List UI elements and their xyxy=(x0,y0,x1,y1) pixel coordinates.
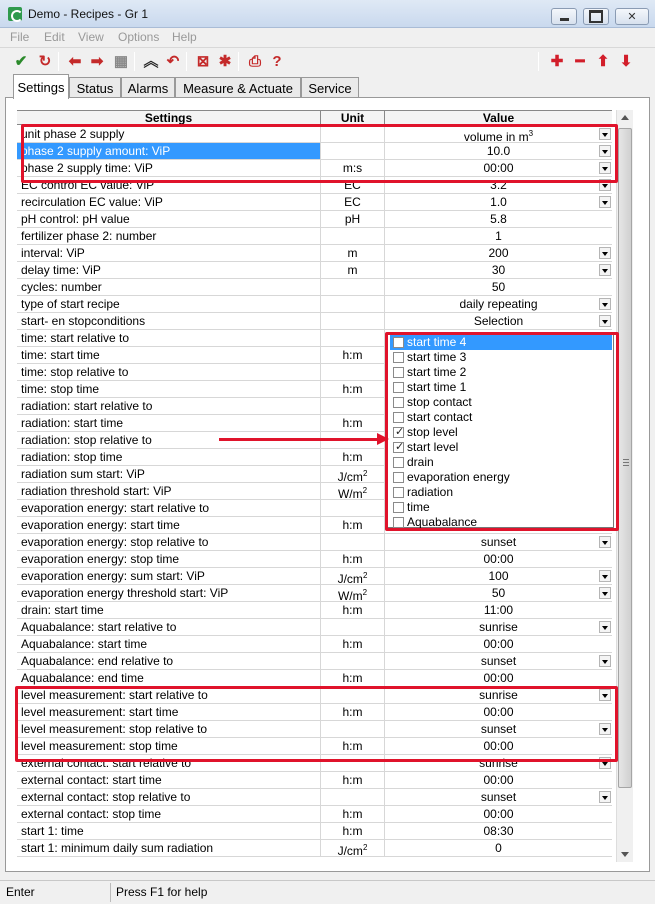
menu-edit[interactable]: Edit xyxy=(44,30,65,44)
chevron-down-icon[interactable] xyxy=(599,315,611,327)
row-value[interactable]: 5.8 xyxy=(490,212,507,226)
row-setting-label: Aquabalance: start time xyxy=(17,636,321,652)
row-unit xyxy=(321,534,385,550)
refresh-icon[interactable]: ↻ xyxy=(38,52,52,70)
list-item-label: Aquabalance xyxy=(407,515,478,529)
annotation-arrow xyxy=(219,438,379,441)
list-item[interactable] xyxy=(390,410,612,425)
menu-help[interactable]: Help xyxy=(172,30,197,44)
row-setting-label: start 1: minimum daily sum radiation xyxy=(17,840,321,856)
row-value[interactable]: 50 xyxy=(491,280,506,294)
table-row[interactable] xyxy=(17,296,612,313)
check-icon[interactable]: ✔ xyxy=(14,52,28,70)
header-value: Value xyxy=(482,111,515,125)
selection-dropdown-list xyxy=(387,332,614,528)
vertical-scrollbar[interactable] xyxy=(616,110,633,862)
window-title: Demo - Recipes - Gr 1 xyxy=(28,7,149,21)
table-row[interactable] xyxy=(17,568,612,585)
row-unit xyxy=(321,789,385,805)
row-unit xyxy=(321,364,385,380)
table-row[interactable] xyxy=(17,619,612,636)
list-item-label: stop contact xyxy=(407,395,472,409)
row-setting-label: phase 2 supply amount: ViP xyxy=(17,143,321,159)
tab-service[interactable]: Service xyxy=(301,77,359,98)
checkbox[interactable] xyxy=(393,487,404,498)
table-icon[interactable]: ▦ xyxy=(113,52,129,70)
row-value[interactable]: 00:00 xyxy=(483,671,514,685)
row-unit: h:m xyxy=(321,823,385,839)
move-up-icon[interactable]: ⬆ xyxy=(596,52,610,70)
row-value[interactable]: 00:00 xyxy=(483,807,514,821)
row-unit: h:m xyxy=(321,449,385,465)
row-setting-label: external contact: stop relative to xyxy=(17,789,321,805)
status-mode: Enter xyxy=(6,885,35,899)
header-settings: Settings xyxy=(17,111,321,125)
row-unit: h:m xyxy=(321,551,385,567)
row-value[interactable]: volume in $m^3$ xyxy=(385,126,612,142)
row-unit xyxy=(321,126,385,142)
table-row[interactable] xyxy=(17,177,612,194)
row-setting-label: Aquabalance: start relative to xyxy=(17,619,321,635)
row-value[interactable]: 00:00 xyxy=(483,552,514,566)
row-value[interactable]: 3.2 xyxy=(385,177,612,193)
row-value[interactable]: 00:00 xyxy=(483,773,514,787)
row-unit: $J/cm^2$ xyxy=(321,840,385,856)
checkbox[interactable] xyxy=(393,457,404,468)
asterisk-icon[interactable]: ✱ xyxy=(218,52,232,70)
row-setting-label: pH control: pH value xyxy=(17,211,321,227)
tab-alarms[interactable]: Alarms xyxy=(121,77,175,98)
row-setting-label: evaporation energy: start time xyxy=(17,517,321,533)
chevron-down-icon[interactable] xyxy=(599,196,611,208)
table-row[interactable] xyxy=(17,534,612,551)
list-item-label: start time 1 xyxy=(407,380,467,394)
row-unit: h:m xyxy=(321,415,385,431)
checkbox[interactable] xyxy=(393,412,404,423)
list-item[interactable] xyxy=(390,485,612,500)
checkbox[interactable] xyxy=(393,397,404,408)
list-item[interactable] xyxy=(390,425,612,440)
row-setting-label: evaporation energy: stop relative to xyxy=(17,534,321,550)
checkbox[interactable] xyxy=(393,352,404,363)
row-unit: h:m xyxy=(321,806,385,822)
row-value[interactable]: 50 xyxy=(385,585,612,601)
row-value[interactable]: Selection xyxy=(385,313,612,329)
row-unit xyxy=(321,653,385,669)
list-item-label: start time 2 xyxy=(407,365,467,379)
table-row[interactable] xyxy=(17,755,612,772)
row-setting-label: level measurement: stop time xyxy=(17,738,321,754)
row-setting-label: radiation: stop time xyxy=(17,449,321,465)
chevron-down-icon[interactable] xyxy=(599,162,611,174)
close-button[interactable] xyxy=(615,8,649,25)
row-value[interactable]: sunrise xyxy=(385,687,612,703)
chevron-down-icon[interactable] xyxy=(599,723,611,735)
row-value[interactable]: sunset xyxy=(385,653,612,669)
table-row[interactable] xyxy=(17,194,612,211)
list-item[interactable] xyxy=(390,455,612,470)
row-setting-label: level measurement: start time xyxy=(17,704,321,720)
scroll-thumb[interactable] xyxy=(618,128,632,788)
table-row[interactable] xyxy=(17,126,612,143)
row-setting-label: evaporation energy: stop time xyxy=(17,551,321,567)
row-value[interactable]: sunset xyxy=(385,534,612,550)
tab-measure-actuate[interactable]: Measure & Actuate xyxy=(175,77,301,98)
table-row[interactable] xyxy=(17,738,612,755)
row-setting-label: evaporation energy: start relative to xyxy=(17,500,321,516)
list-item-label: evaporation energy xyxy=(407,470,510,484)
row-setting-label: type of start recipe xyxy=(17,296,321,312)
row-value[interactable]: 0 xyxy=(495,841,502,855)
row-setting-label: time: start relative to xyxy=(17,330,321,346)
row-unit: EC xyxy=(321,194,385,210)
row-value[interactable]: sunrise xyxy=(385,755,612,771)
table-row[interactable] xyxy=(17,279,612,296)
minimize-button[interactable] xyxy=(551,8,577,25)
row-setting-label: external contact: stop time xyxy=(17,806,321,822)
row-value[interactable]: 00:00 xyxy=(385,160,612,176)
arrow-right-icon[interactable]: ➡ xyxy=(90,52,104,70)
row-unit: m xyxy=(321,262,385,278)
chevron-down-icon[interactable] xyxy=(599,570,611,582)
status-bar xyxy=(0,880,655,904)
row-unit: h:m xyxy=(321,602,385,618)
table-row[interactable] xyxy=(17,721,612,738)
row-setting-label: external contact: start time xyxy=(17,772,321,788)
list-item-label: radiation xyxy=(407,485,454,499)
move-down-icon[interactable]: ⬇ xyxy=(619,52,633,70)
tab-bar xyxy=(0,74,655,98)
menu-bar xyxy=(0,28,655,46)
row-setting-label: Aquabalance: end time xyxy=(17,670,321,686)
menu-view[interactable]: View xyxy=(78,30,104,44)
chevron-up-icon[interactable]: ︽ xyxy=(143,52,159,70)
list-item-label: start time 4 xyxy=(407,335,467,349)
row-unit xyxy=(321,619,385,635)
row-value[interactable]: daily repeating xyxy=(385,296,612,312)
row-value[interactable]: sunset xyxy=(385,721,612,737)
row-unit: EC xyxy=(321,177,385,193)
row-setting-label: delay time: ViP xyxy=(17,262,321,278)
row-setting-label: cycles: number xyxy=(17,279,321,295)
app-icon xyxy=(8,7,22,21)
row-setting-label: fertilizer phase 2: number xyxy=(17,228,321,244)
row-setting-label: evaporation energy threshold start: ViP xyxy=(17,585,321,601)
row-unit xyxy=(321,330,385,346)
toolbar xyxy=(0,47,655,74)
row-value[interactable]: 1.0 xyxy=(385,194,612,210)
list-item[interactable] xyxy=(390,515,612,530)
row-value[interactable]: 30 xyxy=(385,262,612,278)
row-setting-label: drain: start time xyxy=(17,602,321,618)
row-unit: m:s xyxy=(321,160,385,176)
row-value[interactable]: 08:30 xyxy=(483,824,514,838)
checkbox[interactable] xyxy=(393,367,404,378)
title-bar xyxy=(0,0,655,28)
list-item-label: drain xyxy=(407,455,434,469)
row-setting-label: radiation sum start: ViP xyxy=(17,466,321,482)
table-row[interactable] xyxy=(17,211,612,228)
list-item[interactable] xyxy=(390,470,612,485)
row-setting-label: recirculation EC value: ViP xyxy=(17,194,321,210)
chevron-down-icon[interactable] xyxy=(599,128,611,140)
row-setting-label: radiation: start time xyxy=(17,415,321,431)
table-row[interactable] xyxy=(17,551,612,568)
list-item-label: start level xyxy=(407,440,459,454)
row-setting-label: Aquabalance: end relative to xyxy=(17,653,321,669)
row-value[interactable]: 00:00 xyxy=(483,637,514,651)
list-item-label: time xyxy=(407,500,430,514)
list-item[interactable] xyxy=(390,500,612,515)
tab-settings[interactable]: Settings xyxy=(13,74,69,99)
row-unit xyxy=(321,398,385,414)
row-unit xyxy=(321,296,385,312)
table-row[interactable] xyxy=(17,653,612,670)
row-setting-label: start- en stopconditions xyxy=(17,313,321,329)
list-item[interactable] xyxy=(390,335,612,350)
row-value[interactable]: 100 xyxy=(385,568,612,584)
row-setting-label: radiation: stop relative to xyxy=(17,432,321,448)
table-row[interactable] xyxy=(17,602,612,619)
row-setting-label: time: stop time xyxy=(17,381,321,397)
row-unit xyxy=(321,755,385,771)
list-item[interactable] xyxy=(390,365,612,380)
chevron-down-icon[interactable] xyxy=(599,621,611,633)
row-setting-label: level measurement: stop relative to xyxy=(17,721,321,737)
row-setting-label: evaporation energy: sum start: ViP xyxy=(17,568,321,584)
row-unit xyxy=(321,687,385,703)
checkbox[interactable] xyxy=(393,517,404,528)
table-row[interactable] xyxy=(17,585,612,602)
menu-options[interactable]: Options xyxy=(118,30,160,44)
row-unit: h:m xyxy=(321,347,385,363)
row-setting-label: time: start time xyxy=(17,347,321,363)
chevron-down-icon[interactable] xyxy=(599,757,611,769)
table-row[interactable] xyxy=(17,704,612,721)
row-setting-label: start 1: time xyxy=(17,823,321,839)
table-row[interactable] xyxy=(17,772,612,789)
checkbox[interactable] xyxy=(393,442,404,453)
row-setting-label: unit phase 2 supply xyxy=(17,126,321,142)
table-row[interactable] xyxy=(17,789,612,806)
table-row[interactable] xyxy=(17,143,612,160)
chevron-down-icon[interactable] xyxy=(599,655,611,667)
row-unit xyxy=(321,721,385,737)
table-row[interactable] xyxy=(17,806,612,823)
arrow-left-icon[interactable]: ⬅ xyxy=(68,52,82,70)
status-help: Press F1 for help xyxy=(116,885,208,899)
row-value[interactable]: 1 xyxy=(495,229,502,243)
list-item-label: stop level xyxy=(407,425,458,439)
row-unit: h:m xyxy=(321,670,385,686)
row-unit: $J/cm^2$ xyxy=(321,466,385,482)
row-setting-label: radiation threshold start: ViP xyxy=(17,483,321,499)
row-unit xyxy=(321,279,385,295)
row-unit xyxy=(321,500,385,516)
undo-icon[interactable]: ↶ xyxy=(166,52,180,70)
row-unit: m xyxy=(321,245,385,261)
chevron-down-icon[interactable] xyxy=(599,587,611,599)
chevron-down-icon[interactable] xyxy=(599,145,611,157)
print-icon[interactable]: ⎙ xyxy=(248,52,261,70)
row-setting-label: radiation: start relative to xyxy=(17,398,321,414)
row-value[interactable]: 11:00 xyxy=(483,603,514,617)
table-row[interactable] xyxy=(17,823,612,840)
chevron-down-icon[interactable] xyxy=(599,247,611,259)
list-item[interactable] xyxy=(390,440,612,455)
row-unit: $J/cm^2$ xyxy=(321,568,385,584)
checkbox[interactable] xyxy=(393,427,404,438)
row-unit: h:m xyxy=(321,636,385,652)
chevron-down-icon[interactable] xyxy=(599,298,611,310)
checkbox[interactable] xyxy=(393,472,404,483)
table-row[interactable] xyxy=(17,245,612,262)
table-row[interactable] xyxy=(17,228,612,245)
checkbox[interactable] xyxy=(393,502,404,513)
row-unit: h:m xyxy=(321,772,385,788)
list-item[interactable] xyxy=(390,350,612,365)
chevron-down-icon[interactable] xyxy=(599,264,611,276)
delete-icon[interactable]: ⊠ xyxy=(196,52,210,70)
table-row[interactable] xyxy=(17,262,612,279)
row-value[interactable]: sunset xyxy=(385,789,612,805)
grid-header xyxy=(17,110,612,125)
list-item-label: start time 3 xyxy=(407,350,467,364)
row-unit: h:m xyxy=(321,381,385,397)
header-unit: Unit xyxy=(321,111,385,125)
remove-icon[interactable]: ━ xyxy=(575,52,585,70)
row-setting-label: external contact: start relative to xyxy=(17,755,321,771)
row-setting-label: level measurement: start relative to xyxy=(17,687,321,703)
row-setting-label: phase 2 supply time: ViP xyxy=(17,160,321,176)
row-value[interactable]: sunrise xyxy=(385,619,612,635)
table-row[interactable] xyxy=(17,636,612,653)
menu-file[interactable]: File xyxy=(10,30,30,44)
row-value[interactable]: 10.0 xyxy=(385,143,612,159)
checkbox[interactable] xyxy=(393,382,404,393)
chevron-down-icon[interactable] xyxy=(599,791,611,803)
chevron-down-icon[interactable] xyxy=(599,179,611,191)
list-item[interactable] xyxy=(390,380,612,395)
table-row[interactable] xyxy=(17,160,612,177)
table-row[interactable] xyxy=(17,313,612,330)
scroll-down-icon[interactable] xyxy=(617,846,633,862)
row-setting-label: time: stop relative to xyxy=(17,364,321,380)
close-icon: ✕ xyxy=(627,11,637,23)
row-unit xyxy=(321,313,385,329)
row-unit xyxy=(321,228,385,244)
chevron-down-icon[interactable] xyxy=(599,689,611,701)
checkbox[interactable] xyxy=(393,337,404,348)
row-unit xyxy=(321,143,385,159)
scroll-up-icon[interactable] xyxy=(617,110,633,126)
row-unit: $W/m^2$ xyxy=(321,585,385,601)
row-value[interactable]: 00:00 xyxy=(483,739,514,753)
table-row[interactable] xyxy=(17,687,612,704)
row-setting-label: EC control EC value: ViP xyxy=(17,177,321,193)
help-icon[interactable]: ? xyxy=(272,52,282,70)
row-unit: h:m xyxy=(321,704,385,720)
tab-status[interactable]: Status xyxy=(69,77,121,98)
add-icon[interactable]: ✚ xyxy=(550,52,564,70)
row-unit: pH xyxy=(321,211,385,227)
annotation-arrow-head xyxy=(377,433,389,445)
row-value[interactable]: 00:00 xyxy=(483,705,514,719)
table-row[interactable] xyxy=(17,670,612,687)
row-unit: $W/m^2$ xyxy=(321,483,385,499)
maximize-button[interactable] xyxy=(583,8,609,25)
table-row[interactable] xyxy=(17,840,612,857)
row-setting-label: interval: ViP xyxy=(17,245,321,261)
row-unit: h:m xyxy=(321,517,385,533)
chevron-down-icon[interactable] xyxy=(599,536,611,548)
list-item-label: start contact xyxy=(407,410,473,424)
list-item[interactable] xyxy=(390,395,612,410)
row-value[interactable]: 200 xyxy=(385,245,612,261)
row-unit: h:m xyxy=(321,738,385,754)
